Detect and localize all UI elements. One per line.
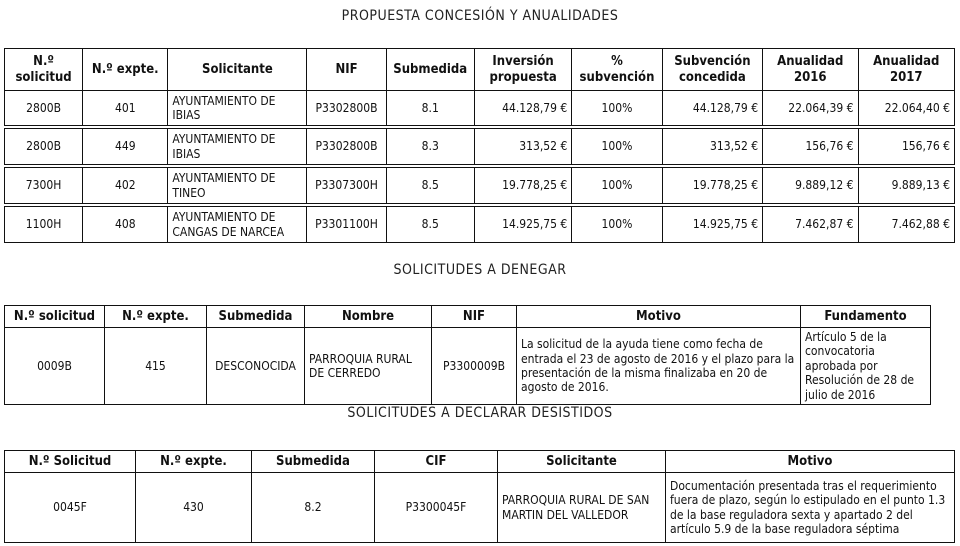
table-row — [5, 207, 955, 243]
cell-solicitante: AYUNTAMIENTO DE TINEO — [168, 168, 307, 204]
cell-anualidad-2017: 9.889,13 € — [858, 168, 955, 204]
cell-inversion: 19.778,25 € — [474, 168, 571, 204]
col-header-solicitante: Solicitante — [498, 451, 666, 473]
cell-submedida: 8.2 — [252, 473, 375, 543]
cell-num-expte: 402 — [83, 168, 168, 204]
cell-nif: P3307300H — [307, 168, 386, 204]
cell-submedida: 8.5 — [386, 168, 474, 204]
cell-submedida: 8.5 — [386, 207, 474, 243]
cell-anualidad-2017: 22.064,40 € — [858, 91, 955, 126]
cell-solicitante: AYUNTAMIENTO DE CANGAS DE NARCEA — [168, 207, 307, 243]
cell-submedida: 8.1 — [386, 91, 474, 126]
section-title-concesion: PROPUESTA CONCESIÓN Y ANUALIDADES — [341, 8, 619, 24]
cell-nif: P3300009B — [432, 328, 517, 405]
cell-motivo: Documentación presentada tras el requerimiento fuera de plazo, según lo estipulado en el punto 1.3 de la base reguladora sexta y apartado 2 del artículo 5.9 de la base reguladora séptima — [666, 473, 955, 543]
col-header-num-expte: N.º expte. — [105, 306, 207, 328]
cell-nif: P3302800B — [307, 129, 386, 165]
col-header-submedida: Submedida — [386, 49, 474, 91]
col-header-submedida: Submedida — [252, 451, 375, 473]
col-header-pct-subvencion: % subvención — [572, 49, 662, 91]
col-header-num-solicitud: N.º solicitud — [5, 306, 105, 328]
table-row — [5, 473, 955, 543]
cell-subvencion-concedida: 44.128,79 € — [662, 91, 762, 126]
cell-pct-subvencion: 100% — [572, 129, 662, 165]
cell-num-solicitud: 0045F — [5, 473, 136, 543]
cell-solicitante: AYUNTAMIENTO DE IBIAS — [168, 91, 307, 126]
cell-num-expte: 430 — [136, 473, 252, 543]
cell-nombre: PARROQUIA RURAL DE CERREDO — [305, 328, 432, 405]
col-header-inversion: Inversión propuesta — [474, 49, 571, 91]
cell-anualidad-2016: 22.064,39 € — [763, 91, 858, 126]
cell-anualidad-2016: 7.462,87 € — [763, 207, 858, 243]
cell-subvencion-concedida: 19.778,25 € — [662, 168, 762, 204]
concesion-header-row — [5, 49, 955, 91]
cell-submedida: 8.3 — [386, 129, 474, 165]
col-header-cif: CIF — [375, 451, 498, 473]
cell-solicitante: PARROQUIA RURAL DE SAN MARTIN DEL VALLEDOR — [498, 473, 666, 543]
cell-subvencion-concedida: 313,52 € — [662, 129, 762, 165]
col-header-num-solicitud: N.º Solicitud — [5, 451, 136, 473]
cell-inversion: 14.925,75 € — [474, 207, 571, 243]
cell-nif: P3301100H — [307, 207, 386, 243]
col-header-num-expte: N.º expte. — [83, 49, 168, 91]
section-title-denegar: SOLICITUDES A DENEGAR — [393, 262, 567, 278]
cell-subvencion-concedida: 14.925,75 € — [662, 207, 762, 243]
col-header-submedida: Submedida — [207, 306, 305, 328]
col-header-anualidad-2017: Anualidad 2017 — [858, 49, 955, 91]
cell-num-solicitud: 1100H — [5, 207, 83, 243]
cell-submedida: DESCONOCIDA — [207, 328, 305, 405]
col-header-subvencion-concedida: Subvención concedida — [662, 49, 762, 91]
cell-anualidad-2017: 7.462,88 € — [858, 207, 955, 243]
cell-pct-subvencion: 100% — [572, 91, 662, 126]
denegar-table — [4, 305, 931, 405]
col-header-anualidad-2016: Anualidad 2016 — [763, 49, 858, 91]
col-header-fundamento: Fundamento — [801, 306, 931, 328]
section-title-desistidos: SOLICITUDES A DECLARAR DESISTIDOS — [347, 405, 613, 421]
col-header-motivo: Motivo — [666, 451, 955, 473]
concesion-table — [4, 48, 955, 243]
cell-num-solicitud: 7300H — [5, 168, 83, 204]
cell-pct-subvencion: 100% — [572, 207, 662, 243]
cell-cif: P3300045F — [375, 473, 498, 543]
cell-motivo: La solicitud de la ayuda tiene como fecha de entrada el 23 de agosto de 2016 y el plazo para la presentación de la misma finalizaba en 20 de agosto de 2016. — [517, 328, 801, 405]
cell-pct-subvencion: 100% — [572, 168, 662, 204]
cell-num-expte: 415 — [105, 328, 207, 405]
col-header-nombre: Nombre — [305, 306, 432, 328]
table-row — [5, 91, 955, 126]
col-header-nif: NIF — [432, 306, 517, 328]
denegar-header-row — [5, 306, 931, 328]
table-row — [5, 168, 955, 204]
col-header-nif: NIF — [307, 49, 386, 91]
desistidos-header-row — [5, 451, 955, 473]
cell-anualidad-2016: 156,76 € — [763, 129, 858, 165]
cell-num-solicitud: 0009B — [5, 328, 105, 405]
col-header-num-solicitud: N.º solicitud — [5, 49, 83, 91]
cell-solicitante: AYUNTAMIENTO DE IBIAS — [168, 129, 307, 165]
cell-num-solicitud: 2800B — [5, 91, 83, 126]
cell-anualidad-2016: 9.889,12 € — [763, 168, 858, 204]
cell-num-expte: 408 — [83, 207, 168, 243]
cell-inversion: 44.128,79 € — [474, 91, 571, 126]
cell-num-expte: 449 — [83, 129, 168, 165]
table-row — [5, 129, 955, 165]
col-header-motivo: Motivo — [517, 306, 801, 328]
col-header-solicitante: Solicitante — [168, 49, 307, 91]
cell-num-expte: 401 — [83, 91, 168, 126]
cell-fundamento: Artículo 5 de la convocatoria aprobada por Resolución de 28 de julio de 2016 — [801, 328, 931, 405]
col-header-num-expte: N.º expte. — [136, 451, 252, 473]
cell-anualidad-2017: 156,76 € — [858, 129, 955, 165]
cell-inversion: 313,52 € — [474, 129, 571, 165]
cell-nif: P3302800B — [307, 91, 386, 126]
cell-num-solicitud: 2800B — [5, 129, 83, 165]
desistidos-table — [4, 450, 955, 543]
table-row — [5, 328, 931, 405]
